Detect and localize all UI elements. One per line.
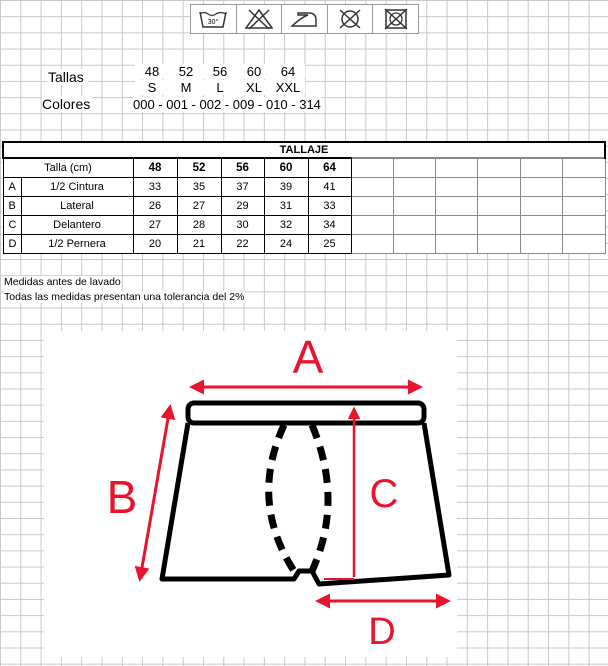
table-row bbox=[3, 197, 605, 216]
cell: 20 bbox=[133, 235, 177, 254]
size-letter: XXL bbox=[275, 80, 301, 95]
cell: 29 bbox=[221, 197, 264, 216]
care-icons-strip bbox=[190, 4, 419, 34]
label-b: B bbox=[106, 471, 138, 523]
size-col-header: 52 bbox=[177, 158, 221, 178]
size-header: Talla (cm) bbox=[3, 158, 133, 178]
sizing-table bbox=[2, 141, 606, 254]
row-name: 1/2 Pernera bbox=[21, 235, 133, 254]
size-letter: XL bbox=[246, 80, 262, 95]
cell: 32 bbox=[264, 216, 308, 235]
cell: 24 bbox=[264, 235, 308, 254]
table-row bbox=[3, 216, 605, 235]
wash-temp-label: 30° bbox=[208, 19, 219, 26]
size-numeric: 48 bbox=[144, 64, 160, 79]
size-letter: S bbox=[147, 80, 157, 95]
size-numeric: 60 bbox=[246, 64, 262, 79]
iron-icon bbox=[282, 5, 328, 33]
row-letter: D bbox=[3, 235, 21, 254]
label-a: A bbox=[292, 331, 324, 383]
cell: 37 bbox=[221, 178, 264, 197]
label-c: C bbox=[369, 472, 399, 516]
table-row bbox=[3, 178, 605, 197]
note-before-wash: Medidas antes de lavado bbox=[4, 276, 121, 288]
colors-list: 000 - 001 - 002 - 009 - 010 - 314 bbox=[133, 97, 321, 112]
tallas-label: Tallas bbox=[48, 69, 88, 85]
cell: 39 bbox=[264, 178, 308, 197]
cell: 30 bbox=[221, 216, 264, 235]
row-name: Lateral bbox=[21, 197, 133, 216]
cell: 27 bbox=[177, 197, 221, 216]
cell: 41 bbox=[308, 178, 351, 197]
table-row bbox=[3, 235, 605, 254]
size-letter: M bbox=[180, 80, 192, 95]
size-col-header: 56 bbox=[221, 158, 264, 178]
sizes-numeric-row bbox=[135, 64, 305, 79]
size-numeric: 56 bbox=[212, 64, 228, 79]
label-d: D bbox=[368, 611, 396, 653]
row-letter: C bbox=[3, 216, 21, 235]
no-dry-clean-icon bbox=[328, 5, 374, 33]
cell: 22 bbox=[221, 235, 264, 254]
cell: 27 bbox=[133, 216, 177, 235]
size-col-header: 48 bbox=[133, 158, 177, 178]
note-tolerance: Todas las medidas presentan una tolerancia del 2% bbox=[4, 291, 245, 303]
size-numeric: 64 bbox=[280, 64, 296, 79]
size-col-header: 64 bbox=[308, 158, 351, 178]
colores-label: Colores bbox=[42, 96, 91, 112]
cell: 26 bbox=[133, 197, 177, 216]
no-tumble-dry-icon bbox=[373, 5, 418, 33]
cell: 21 bbox=[177, 235, 221, 254]
size-letter: L bbox=[216, 80, 224, 95]
size-numeric: 52 bbox=[178, 64, 194, 79]
row-name: 1/2 Cintura bbox=[21, 178, 133, 197]
waistband bbox=[188, 403, 424, 423]
cell: 31 bbox=[264, 197, 308, 216]
row-letter: A bbox=[3, 178, 21, 197]
table-title: TALLAJE bbox=[3, 142, 605, 158]
row-name: Delantero bbox=[21, 216, 133, 235]
row-letter: B bbox=[3, 197, 21, 216]
cell: 28 bbox=[177, 216, 221, 235]
no-bleach-icon bbox=[237, 5, 283, 33]
front-pouch bbox=[269, 425, 328, 571]
cell: 25 bbox=[308, 235, 351, 254]
sizes-letter-row bbox=[135, 80, 305, 95]
cell: 34 bbox=[308, 216, 351, 235]
measurement-diagram bbox=[44, 331, 457, 657]
cell: 33 bbox=[308, 197, 351, 216]
garment-body bbox=[162, 423, 449, 584]
size-col-header: 60 bbox=[264, 158, 308, 178]
cell: 35 bbox=[177, 178, 221, 197]
wash-30-icon bbox=[191, 5, 237, 33]
cell: 33 bbox=[133, 178, 177, 197]
